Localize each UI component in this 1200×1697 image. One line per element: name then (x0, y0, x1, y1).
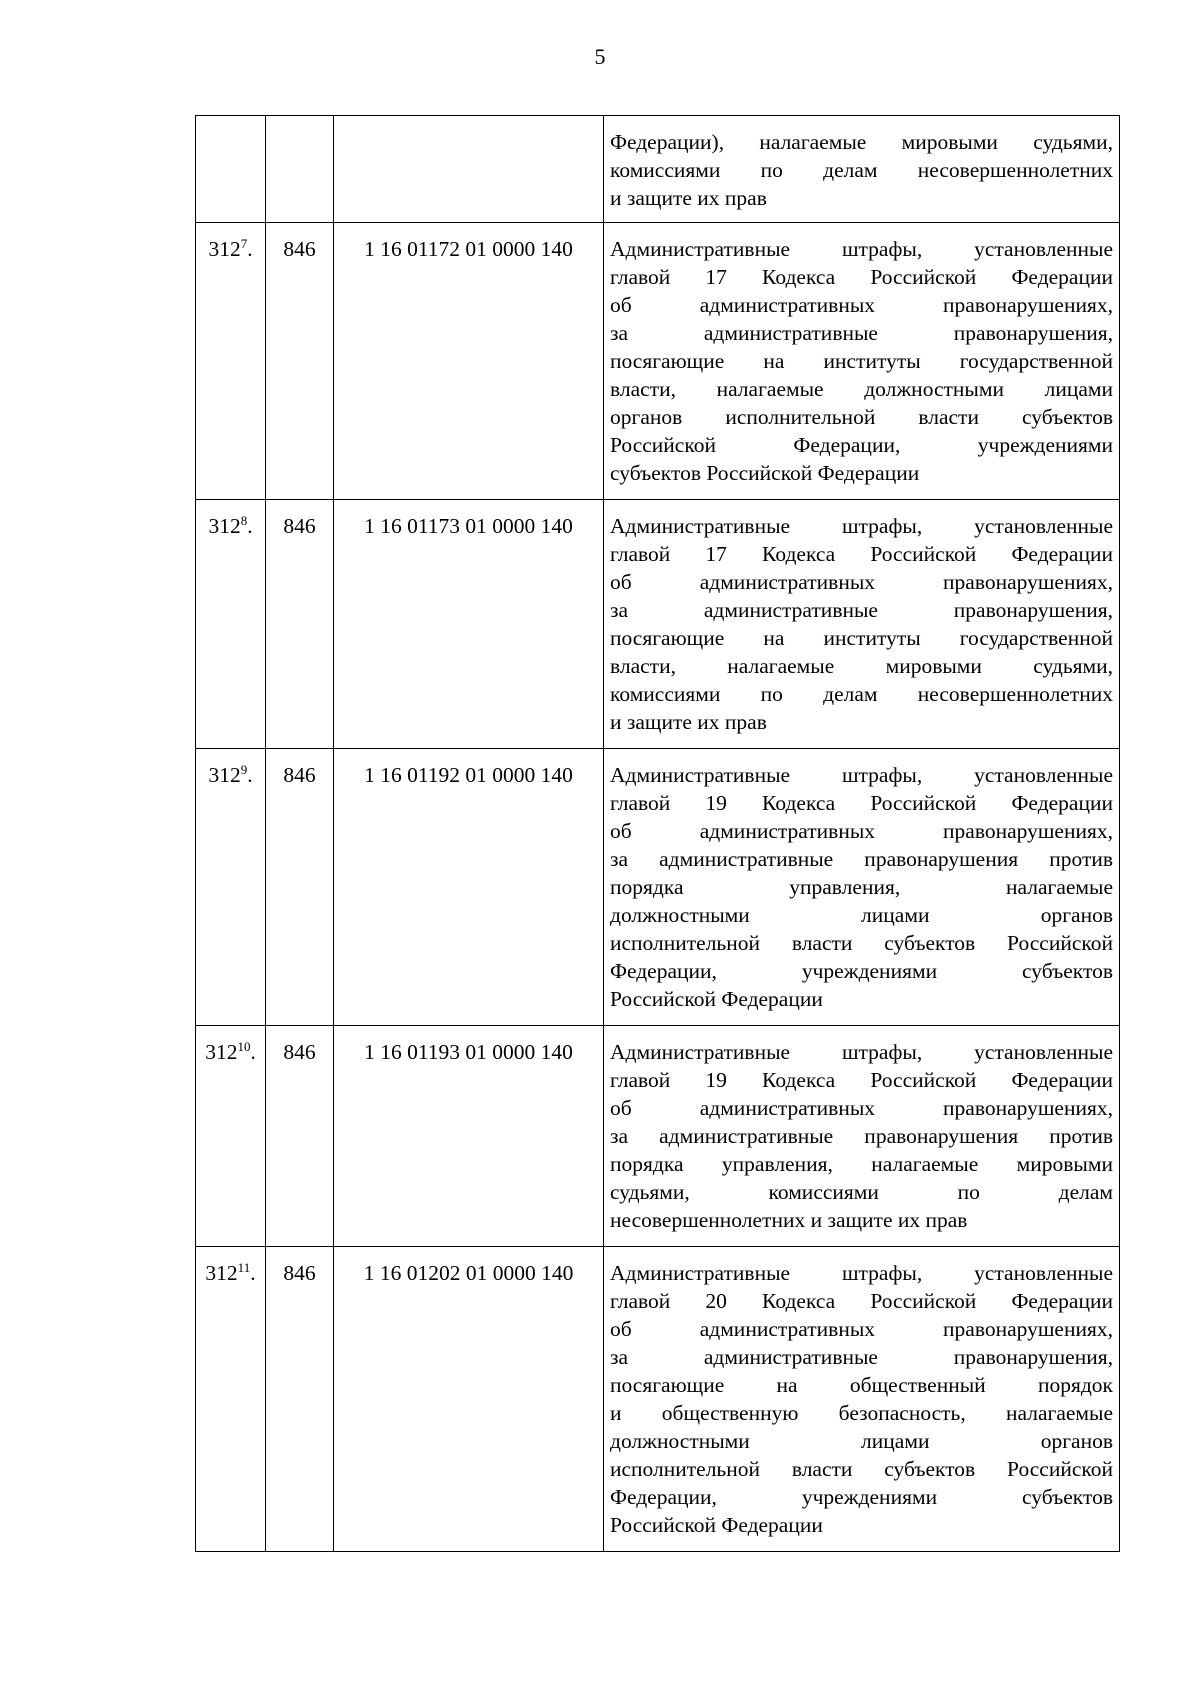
description-line: Административные штрафы, установленные (610, 237, 1113, 261)
description-line: Административные штрафы, установленные (610, 514, 1113, 538)
page-number: 5 (594, 44, 606, 69)
description-line: Российской Федерации (610, 987, 823, 1011)
table-body (196, 116, 1120, 1552)
description-line: Административные штрафы, установленные (610, 763, 1113, 787)
description-line: за административные правонарушения против (610, 1124, 1113, 1148)
description-line: порядка управления, налагаемые (610, 875, 1113, 899)
description-line: за административные правонарушения, (610, 1345, 1113, 1369)
description-cell (604, 223, 1120, 500)
row-number-cell: $312^{11}$. (196, 1247, 266, 1552)
description-line: главой 19 Кодекса Российской Федерации (610, 1068, 1113, 1092)
description-line: исполнительной власти субъектов Российской (610, 1457, 1113, 1481)
row-number-superscript: 10 (237, 1038, 251, 1054)
kbk-code-cell: 1 16 01173 01 0000 140 (334, 500, 604, 749)
row-number-superscript: 7 (240, 235, 248, 251)
description-line: Федерации, учреждениями субъектов (610, 1485, 1113, 1509)
description-line: несовершеннолетних и защите их прав (610, 1208, 968, 1232)
budget-codes-table (195, 115, 1120, 1552)
admin-code-cell: 846 (266, 1026, 334, 1247)
description-line: об административных правонарушениях, (610, 819, 1113, 843)
description-line: Российской Федерации, учреждениями (610, 433, 1113, 457)
kbk-code-cell: 1 16 01172 01 0000 140 (334, 223, 604, 500)
kbk-code-cell: 1 16 01193 01 0000 140 (334, 1026, 604, 1247)
description-cell (604, 1247, 1120, 1552)
table-row (196, 116, 1120, 223)
description-line: Федерации, учреждениями субъектов (610, 959, 1113, 983)
row-number-cell: $312^7$. (196, 223, 266, 500)
description-line: за административные правонарушения против (610, 847, 1113, 871)
description-line: исполнительной власти субъектов Российской (610, 931, 1113, 955)
row-number: 312 (208, 763, 241, 787)
description-line: Федерации), налагаемые мировыми судьями, (610, 130, 1113, 154)
row-number: 312 (208, 237, 241, 261)
table-row (196, 1026, 1120, 1247)
description-line: порядка управления, налагаемые мировыми (610, 1152, 1113, 1176)
description-line: об административных правонарушениях, (610, 1317, 1113, 1341)
description-line: об административных правонарушениях, (610, 1096, 1113, 1120)
description-line: субъектов Российской Федерации (610, 461, 920, 485)
description-cell (604, 116, 1120, 223)
description-line: органов исполнительной власти субъектов (610, 405, 1113, 429)
description-line: власти, налагаемые должностными лицами (610, 377, 1113, 401)
row-number-superscript: 8 (240, 512, 248, 528)
admin-code-cell: 846 (266, 749, 334, 1026)
description-line: об административных правонарушениях, (610, 570, 1113, 594)
row-number: 312 (205, 1040, 238, 1064)
description-line: об административных правонарушениях, (610, 293, 1113, 317)
kbk-code-cell: 1 16 01202 01 0000 140 (334, 1247, 604, 1552)
table-row (196, 500, 1120, 749)
description-line: должностными лицами органов (610, 903, 1113, 927)
table-row (196, 749, 1120, 1026)
description-line: посягающие на институты государственной (610, 349, 1113, 373)
description-line: главой 19 Кодекса Российской Федерации (610, 791, 1113, 815)
row-number-superscript: 9 (240, 761, 248, 777)
admin-code-cell (266, 116, 334, 223)
description-cell (604, 500, 1120, 749)
description-line: и защите их прав (610, 186, 767, 210)
description-line: главой 17 Кодекса Российской Федерации (610, 265, 1113, 289)
table-row (196, 223, 1120, 500)
description-line: посягающие на общественный порядок (610, 1373, 1113, 1397)
table-row (196, 1247, 1120, 1552)
description-line: Административные штрафы, установленные (610, 1261, 1113, 1285)
kbk-code-cell: 1 16 01192 01 0000 140 (334, 749, 604, 1026)
description-cell (604, 749, 1120, 1026)
description-line: за административные правонарушения, (610, 598, 1113, 622)
admin-code-cell: 846 (266, 500, 334, 749)
description-line: Административные штрафы, установленные (610, 1040, 1113, 1064)
description-line: за административные правонарушения, (610, 321, 1113, 345)
admin-code-cell: 846 (266, 1247, 334, 1552)
row-number-cell: $312^8$. (196, 500, 266, 749)
row-number: 312 (205, 1261, 238, 1285)
description-line: комиссиями по делам несовершеннолетних (610, 682, 1113, 706)
description-line: должностными лицами органов (610, 1429, 1113, 1453)
description-line: власти, налагаемые мировыми судьями, (610, 654, 1113, 678)
description-line: Российской Федерации (610, 1513, 823, 1537)
description-line: посягающие на институты государственной (610, 626, 1113, 650)
description-cell (604, 1026, 1120, 1247)
description-line: главой 20 Кодекса Российской Федерации (610, 1289, 1113, 1313)
description-line: и общественную безопасность, налагаемые (610, 1401, 1113, 1425)
kbk-code-cell (334, 116, 604, 223)
row-number-cell (196, 116, 266, 223)
row-number: 312 (208, 514, 241, 538)
row-number-superscript: 11 (237, 1259, 251, 1275)
description-line: комиссиями по делам несовершеннолетних (610, 158, 1113, 182)
row-number-cell: $312^9$. (196, 749, 266, 1026)
admin-code-cell: 846 (266, 223, 334, 500)
description-line: главой 17 Кодекса Российской Федерации (610, 542, 1113, 566)
row-number-cell: $312^{10}$. (196, 1026, 266, 1247)
description-line: и защите их прав (610, 710, 767, 734)
description-line: судьями, комиссиями по делам (610, 1180, 1113, 1204)
